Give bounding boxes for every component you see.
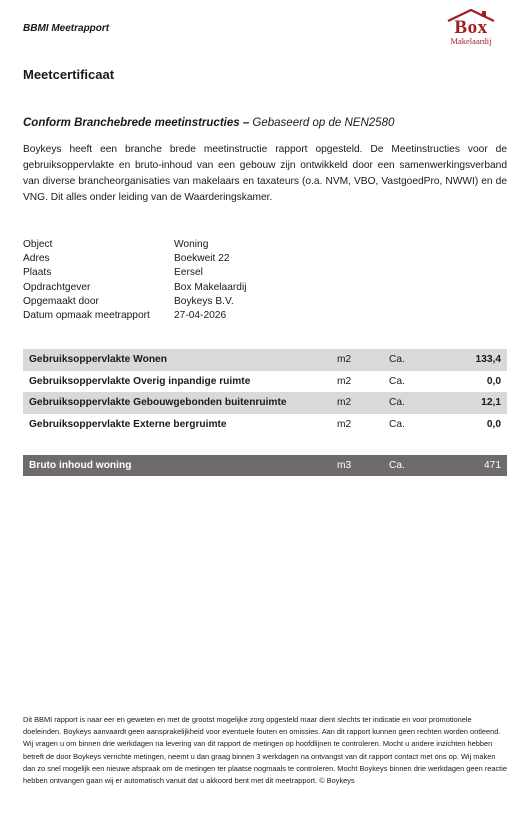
measurement-value: 12,1 (481, 397, 501, 409)
measurement-value: 133,4 (475, 354, 501, 366)
logo-wordmark: Box (454, 17, 488, 38)
measurement-approx: Ca. (389, 418, 405, 430)
detail-label: Adres (23, 253, 50, 265)
detail-row (23, 252, 246, 266)
measurement-unit: m2 (337, 418, 352, 430)
intro-paragraph: Boykeys heeft een branche brede meetinstructie rapport opgesteld. De Meetinstructies voor de gebruiksoppervlakte en bruto-inhoud van een gebouw zijn ontwikkeld door een samenwerkingsverband van diverse brancheorganisaties van makelaars en taxateurs (o.a. NVM, VBO, VastgoedPro, NWWI) en de VNG. Dit alles onder leiding van de Waarderingskamer. (23, 144, 507, 203)
total-label: Bruto inhoud woning (29, 460, 132, 471)
page-title: Meetcertificaat (23, 67, 115, 82)
detail-label: Datum opmaak meetrapport (23, 310, 150, 322)
measurement-value: 0,0 (486, 375, 501, 387)
detail-value: 27-04-2026 (174, 310, 227, 322)
detail-label: Object (23, 239, 53, 250)
detail-row (23, 238, 246, 252)
detail-value: Boekweit 22 (174, 253, 230, 265)
detail-row (23, 295, 246, 309)
object-details (23, 238, 246, 323)
measurement-value: 0,0 (486, 418, 501, 430)
table-row (23, 371, 507, 393)
disclaimer-text: Dit BBMI rapport is naar eer en geweten en met de grootst mogelijke zorg opgesteld maar dient slechts ter indicatie en voor promotionele doeleinden. Boykeys aanvaardt geen aansprakelijkheid voor eventuele fouten en omissies. Aan dit rapport kunnen geen rechten worden ontleend. Wij vragen u om binnen drie werkdagen na levering van dit rapport de metingen op hoofdlijnen te controleren. Mocht u andere inzichten hebben betreft de door Boykeys verrichte metingen, neemt u dan graag binnen 3 werkdagen na ontvangst van dit rapport contact met ons op. Wij maken dan zo snel mogelijk een nieuwe afspraak om de metingen ter plaatse nogmaals te controleren. Mocht Boykeys binnen drie werkdagen geen reactie hebben ontvangen gaan wij er automatisch vanuit dat u akkoord bent met dit meetrapport. © Boykeys (23, 715, 507, 786)
measurement-unit: m2 (337, 397, 352, 409)
detail-row (23, 281, 246, 295)
measurement-label: Gebruiksoppervlakte Wonen (29, 354, 167, 366)
detail-value: Boykeys B.V. (174, 295, 234, 307)
detail-label: Plaats (23, 267, 52, 279)
subtitle-bold: Conform Branchebrede meetinstructies – (23, 117, 250, 129)
measurement-approx: Ca. (389, 397, 405, 409)
detail-value: Box Makelaardij (174, 281, 247, 293)
measurement-label: Gebruiksoppervlakte Externe bergruimte (29, 418, 227, 430)
detail-row (23, 309, 246, 323)
detail-label: Opdrachtgever (23, 281, 91, 293)
total-unit: m3 (337, 460, 352, 471)
report-header-title: BBMI Meetrapport (23, 23, 110, 34)
detail-row (23, 266, 246, 280)
measurement-unit: m2 (337, 354, 352, 366)
logo-subtitle: Makelaardij (450, 36, 492, 46)
detail-value: Eersel (174, 267, 203, 279)
total-approx: Ca. (389, 460, 405, 471)
measurement-unit: m2 (337, 375, 352, 387)
total-value: 471 (484, 460, 501, 471)
measurement-label: Gebruiksoppervlakte Gebouwgebonden buitenruimte (29, 397, 287, 409)
measurement-approx: Ca. (389, 354, 405, 366)
measurement-approx: Ca. (389, 375, 405, 387)
measurement-label: Gebruiksoppervlakte Overig inpandige ruimte (29, 375, 251, 387)
measurement-table (23, 349, 507, 435)
total-volume-row (23, 455, 507, 476)
page-subtitle (23, 117, 394, 129)
detail-label: Opgemaakt door (23, 295, 99, 307)
detail-value: Woning (174, 239, 209, 250)
table-row (23, 414, 507, 436)
company-logo (440, 8, 502, 46)
table-row (23, 392, 507, 414)
table-row (23, 349, 507, 371)
subtitle-rest: Gebaseerd op de NEN2580 (249, 117, 395, 129)
